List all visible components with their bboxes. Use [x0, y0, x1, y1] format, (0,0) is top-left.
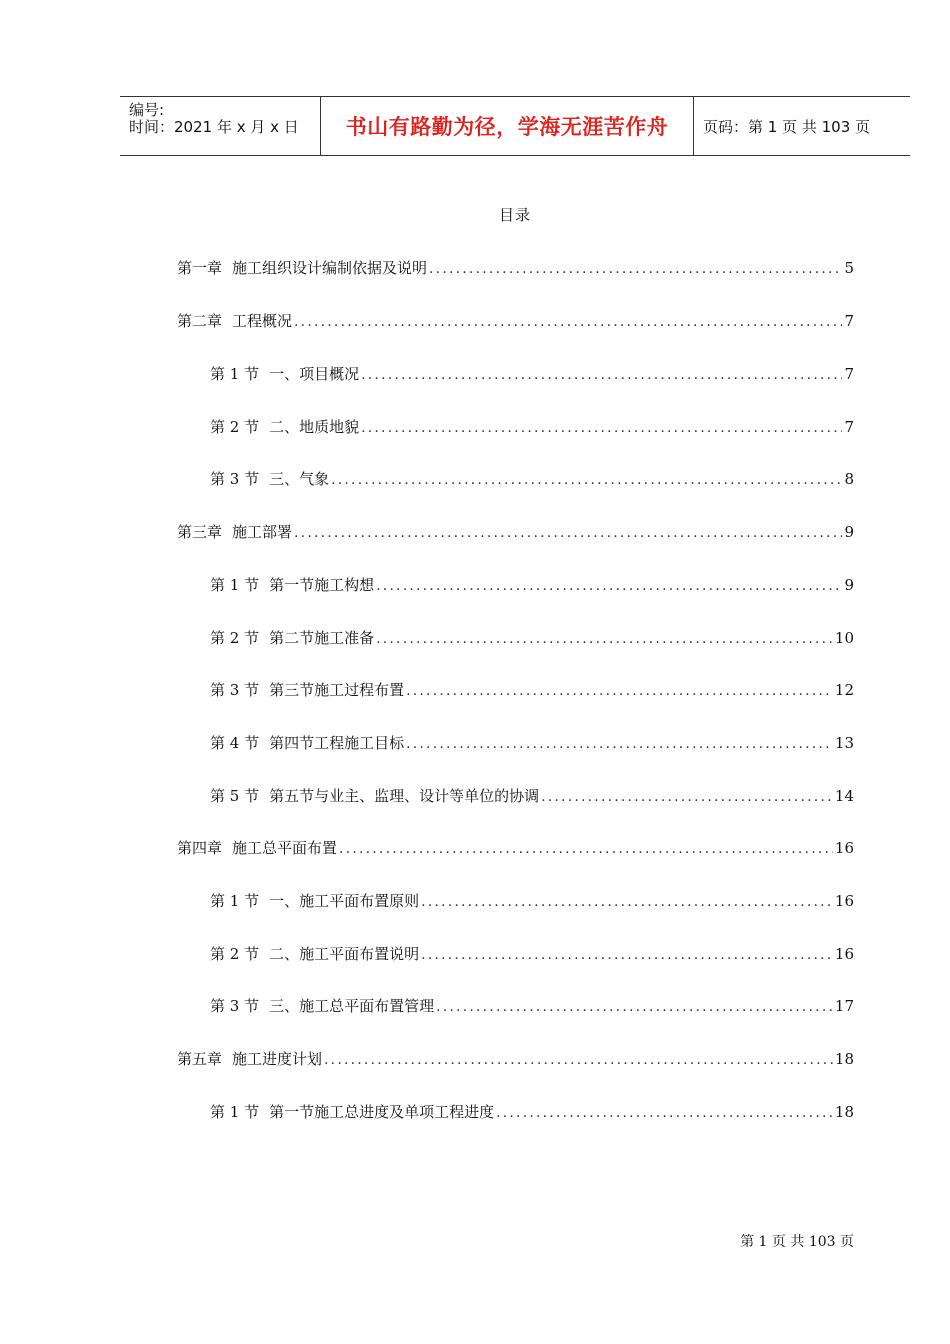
page-code: 页码：第 1 页 共 103 页	[703, 117, 871, 136]
toc-entry-text: 二、地质地貌	[269, 418, 360, 436]
toc-entry-page: 10	[834, 629, 854, 647]
toc-entry-page: 18	[834, 1050, 854, 1068]
header-motto-cell	[321, 97, 694, 155]
toc-entry-label	[210, 1102, 494, 1122]
toc-entry-number: 第 3 节	[210, 681, 260, 699]
toc-entry[interactable]	[210, 944, 854, 964]
toc-entry-label	[210, 891, 419, 911]
toc-entry-text: 第三节施工过程布置	[269, 681, 405, 699]
toc-entry-text: 施工进度计划	[232, 1050, 323, 1068]
toc-entry-page: 18	[834, 1103, 854, 1121]
toc-entry-page: 12	[834, 681, 854, 699]
toc-entry-number: 第一章	[177, 259, 223, 277]
toc-leader-dots	[406, 681, 833, 701]
serial-number-label: 编号:	[129, 101, 165, 119]
toc-entry-text: 施工组织设计编制依据及说明	[232, 259, 428, 277]
toc-leader-dots	[421, 892, 833, 912]
toc-entry[interactable]	[177, 522, 854, 542]
toc-leader-dots	[361, 365, 842, 385]
toc-entry-label	[177, 311, 292, 331]
toc-entry-number: 第 1 节	[210, 892, 260, 910]
toc-leader-dots	[421, 945, 833, 965]
toc-entry-label	[210, 944, 419, 964]
toc-entry-number: 第 2 节	[210, 418, 260, 436]
toc-entry-page: 17	[834, 997, 854, 1015]
toc-entry-label	[177, 1049, 322, 1069]
toc-leader-dots	[331, 470, 842, 490]
toc-entry-number: 第 1 节	[210, 576, 260, 594]
toc-entry[interactable]	[210, 786, 854, 806]
toc-entry[interactable]	[210, 996, 854, 1016]
toc-entry-number: 第 1 节	[210, 365, 260, 383]
toc-entry[interactable]	[210, 1102, 854, 1122]
toc-entry-number: 第 2 节	[210, 945, 260, 963]
toc-entry[interactable]	[210, 364, 854, 384]
toc-entry-text: 第四节工程施工目标	[269, 734, 405, 752]
toc-leader-dots	[376, 629, 833, 649]
toc-entry-text: 第一节施工总进度及单项工程进度	[269, 1103, 495, 1121]
toc-entry[interactable]	[210, 417, 854, 437]
toc-entry-text: 第一节施工构想	[269, 576, 375, 594]
toc-entry[interactable]	[177, 258, 854, 278]
toc-entry-label	[210, 469, 329, 489]
header-page-cell	[694, 97, 910, 155]
motto-text: 书山有路勤为径，学海无涯苦作舟	[345, 115, 669, 139]
toc-entry-label	[210, 733, 404, 753]
toc-leader-dots	[541, 787, 833, 807]
toc-entry-page: 9	[844, 523, 854, 541]
toc-entry-label	[210, 996, 434, 1016]
toc-entry[interactable]	[210, 891, 854, 911]
toc-entry-text: 三、气象	[269, 470, 330, 488]
toc-entry-text: 施工部署	[232, 523, 293, 541]
toc-leader-dots	[294, 523, 842, 543]
toc-entry-label	[177, 522, 292, 542]
toc-entry[interactable]	[210, 733, 854, 753]
toc-leader-dots	[429, 259, 842, 279]
toc-entry-number: 第 1 节	[210, 1103, 260, 1121]
document-header	[120, 96, 910, 156]
toc-entry-page: 13	[834, 734, 854, 752]
time-label: 时间：2021 年 x 月 x 日	[129, 118, 299, 136]
toc-entry[interactable]	[210, 628, 854, 648]
toc-entry[interactable]	[210, 575, 854, 595]
toc-entry-text: 二、施工平面布置说明	[269, 945, 420, 963]
toc-entry-page: 16	[834, 892, 854, 910]
toc-entry-page: 8	[844, 470, 854, 488]
toc-entry-number: 第四章	[177, 839, 223, 857]
toc-entry[interactable]	[177, 838, 854, 858]
toc-entry-number: 第 3 节	[210, 470, 260, 488]
toc-leader-dots	[324, 1050, 833, 1070]
toc-entry[interactable]	[210, 469, 854, 489]
toc-entry-text: 一、施工平面布置原则	[269, 892, 420, 910]
toc-leader-dots	[361, 418, 842, 438]
toc-entry-page: 9	[844, 576, 854, 594]
toc-leader-dots	[294, 312, 842, 332]
toc-entry-label	[210, 364, 359, 384]
toc-entry-label	[210, 628, 374, 648]
toc-entry-page: 16	[834, 945, 854, 963]
toc-entry-number: 第五章	[177, 1050, 223, 1068]
toc-entry-number: 第 3 节	[210, 997, 260, 1015]
toc-entry-label	[210, 575, 374, 595]
toc-leader-dots	[496, 1103, 833, 1123]
toc-entry-page: 7	[844, 365, 854, 383]
toc-entry[interactable]	[210, 680, 854, 700]
toc-entry[interactable]	[177, 1049, 854, 1069]
toc-entry-text: 一、项目概况	[269, 365, 360, 383]
toc-title: 目录	[498, 206, 531, 224]
toc-entry-number: 第二章	[177, 312, 223, 330]
toc-entry-text: 施工总平面布置	[232, 839, 338, 857]
toc-entry-text: 三、施工总平面布置管理	[269, 997, 435, 1015]
header-meta-cell	[120, 97, 321, 155]
toc-entry-number: 第 2 节	[210, 629, 260, 647]
toc-entry-label	[177, 838, 337, 858]
toc-entry-label	[177, 258, 427, 278]
toc-entry-page: 7	[844, 312, 854, 330]
toc-entry-number: 第三章	[177, 523, 223, 541]
toc-entry-label	[210, 680, 404, 700]
toc-entry-page: 14	[834, 787, 854, 805]
toc-entry-text: 第五节与业主、监理、设计等单位的协调	[269, 787, 540, 805]
toc-entry-label	[210, 417, 359, 437]
toc-entry-page: 5	[844, 259, 854, 277]
toc-leader-dots	[406, 734, 833, 754]
toc-entry-text: 工程概况	[232, 312, 293, 330]
footer-page-number: 第 1 页 共 103 页	[740, 1234, 854, 1250]
toc-entry-text: 第二节施工准备	[269, 629, 375, 647]
toc-entry-page: 7	[844, 418, 854, 436]
toc-leader-dots	[376, 576, 842, 596]
toc-entry[interactable]	[177, 311, 854, 331]
toc-entry-number: 第 4 节	[210, 734, 260, 752]
toc-leader-dots	[436, 997, 833, 1017]
toc-entry-page: 16	[834, 839, 854, 857]
toc-entry-label	[210, 786, 539, 806]
toc-entry-number: 第 5 节	[210, 787, 260, 805]
toc-leader-dots	[339, 839, 833, 859]
